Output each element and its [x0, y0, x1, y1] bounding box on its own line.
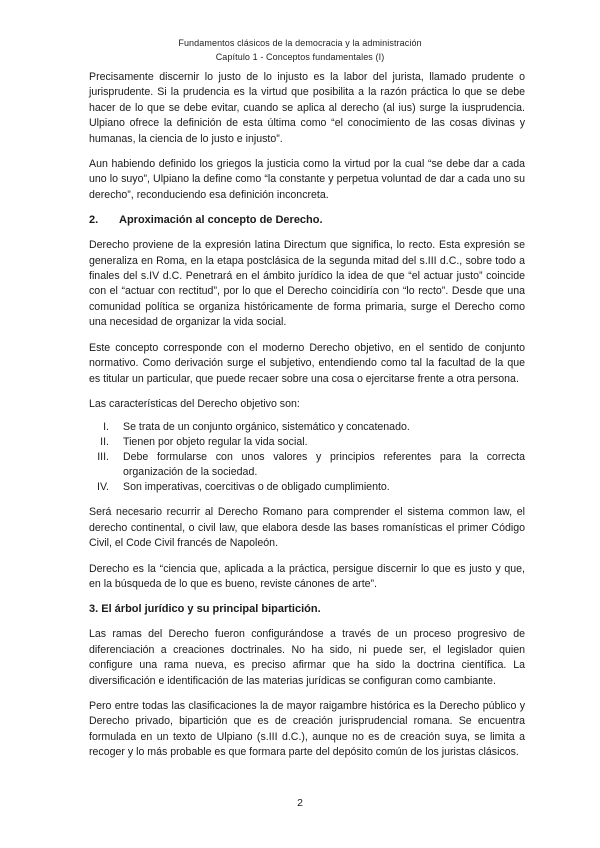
characteristics-list — [89, 420, 525, 495]
list-item-text: Son imperativas, coercitivas o de obligado cumplimiento. — [123, 481, 390, 494]
list-marker: III. — [97, 451, 109, 464]
list-marker: II. — [100, 436, 109, 449]
list-item-text: Debe formularse con unos valores y principios referentes para la correcta organización de la sociedad. — [123, 451, 525, 479]
paragraph: Aun habiendo definido los griegos la justicia como la virtud por la cual “se debe dar a cada uno lo suyo”, Ulpiano la define como “la constante y perpetua voluntad de dar a cada uno su derecho”, reconduciendo esa definición inconcreta. — [89, 158, 525, 201]
list-item — [89, 480, 525, 495]
running-header-chapter: Capítulo 1 - Conceptos fundamentales (I) — [215, 52, 385, 62]
paragraph: Precisamente discernir lo justo de lo injusto es la labor del jurista, llamado prudente o jurisprudente. Si la prudencia es la virtud que posibilita a la razón práctica lo que se debe hacer de lo que se debe evitar, cuando se aplica al derecho (al ius) surge la iusprudencia. Ulpiano ofrece la definición de esta última como “el conocimiento de las cosas divinas y humanas, la ciencia de lo justo e injusto”. — [89, 71, 525, 145]
list-item — [89, 420, 525, 435]
list-item-text: Se trata de un conjunto orgánico, sistemático y concatenado. — [123, 421, 410, 434]
list-marker: IV. — [97, 481, 109, 494]
section-heading: 3. El árbol jurídico y su principal bipartición. — [89, 603, 321, 616]
paragraph: Las características del Derecho objetivo son: — [89, 397, 300, 410]
list-item — [89, 450, 525, 480]
section-heading — [89, 213, 525, 228]
paragraph: Las ramas del Derecho fueron configurándose a través de un proceso progresivo de diferenciación a creaciones doctrinales. No ha sido, ni puede ser, el legislador quien configure una rama nueva, es preciso afirmar que ha sido la doctrina científica. La diversificación e identificación de las materias jurídicas se configuran como cambiante. — [89, 628, 525, 687]
paragraph: Pero entre todas las clasificaciones la de mayor raigambre histórica es la Derecho público y Derecho privado, bipartición que es de creación jurisprudencial romana. Se encuentra formulada en un texto de Ulpiano (s.III d.C.), aunque no es de creación suya, se limita a recoger y lo más probable es que formara parte del depósito común de los juristas clásicos. — [89, 699, 525, 759]
running-header-title: Fundamentos clásicos de la democracia y la administración — [178, 38, 422, 48]
paragraph: Será necesario recurrir al Derecho Romano para comprender el sistema common law, el derecho continental, o civil law, que elabora desde las bases romanísticas el primer Código Civil, el Code Civil francés de Napoleón. — [89, 506, 525, 550]
list-marker: I. — [103, 421, 109, 434]
list-item — [89, 435, 525, 450]
paragraph: Derecho proviene de la expresión latina Directum que significa, lo recto. Esta expresión se generaliza en Roma, en la etapa postclásica de la segunda mitad del s.III d.C., sobre todo a finales del s.IV d.C. Penetrará en el ámbito jurídico la idea de que “el actuar justo” coincide con el “actuar con rectitud”, por lo que el Derecho coincidiría con “lo recto”. Desde que una comunidad política se organiza históricamente de forma primaria, surge el Derecho como una necesidad de organizar la vida social. — [89, 239, 525, 329]
list-item-text: Tienen por objeto regular la vida social. — [123, 436, 308, 449]
page-number: 2 — [297, 797, 303, 809]
paragraph: Este concepto corresponde con el moderno Derecho objetivo, en el sentido de conjunto normativo. Como derivación surge el subjetivo, entendiendo como tal la facultad de la que es titular un particular, que puede recaer sobre una cosa o ejercitarse frente a otra persona. — [89, 341, 525, 385]
paragraph: Derecho es la “ciencia que, aplicada a la práctica, persigue discernir lo que es justo y que, en la búsqueda de lo que es bueno, reviste cánones de arte”. — [89, 562, 525, 590]
document-body — [89, 70, 525, 771]
section-number: 2. — [89, 214, 99, 227]
section-title: Aproximación al concepto de Derecho. — [119, 214, 323, 227]
